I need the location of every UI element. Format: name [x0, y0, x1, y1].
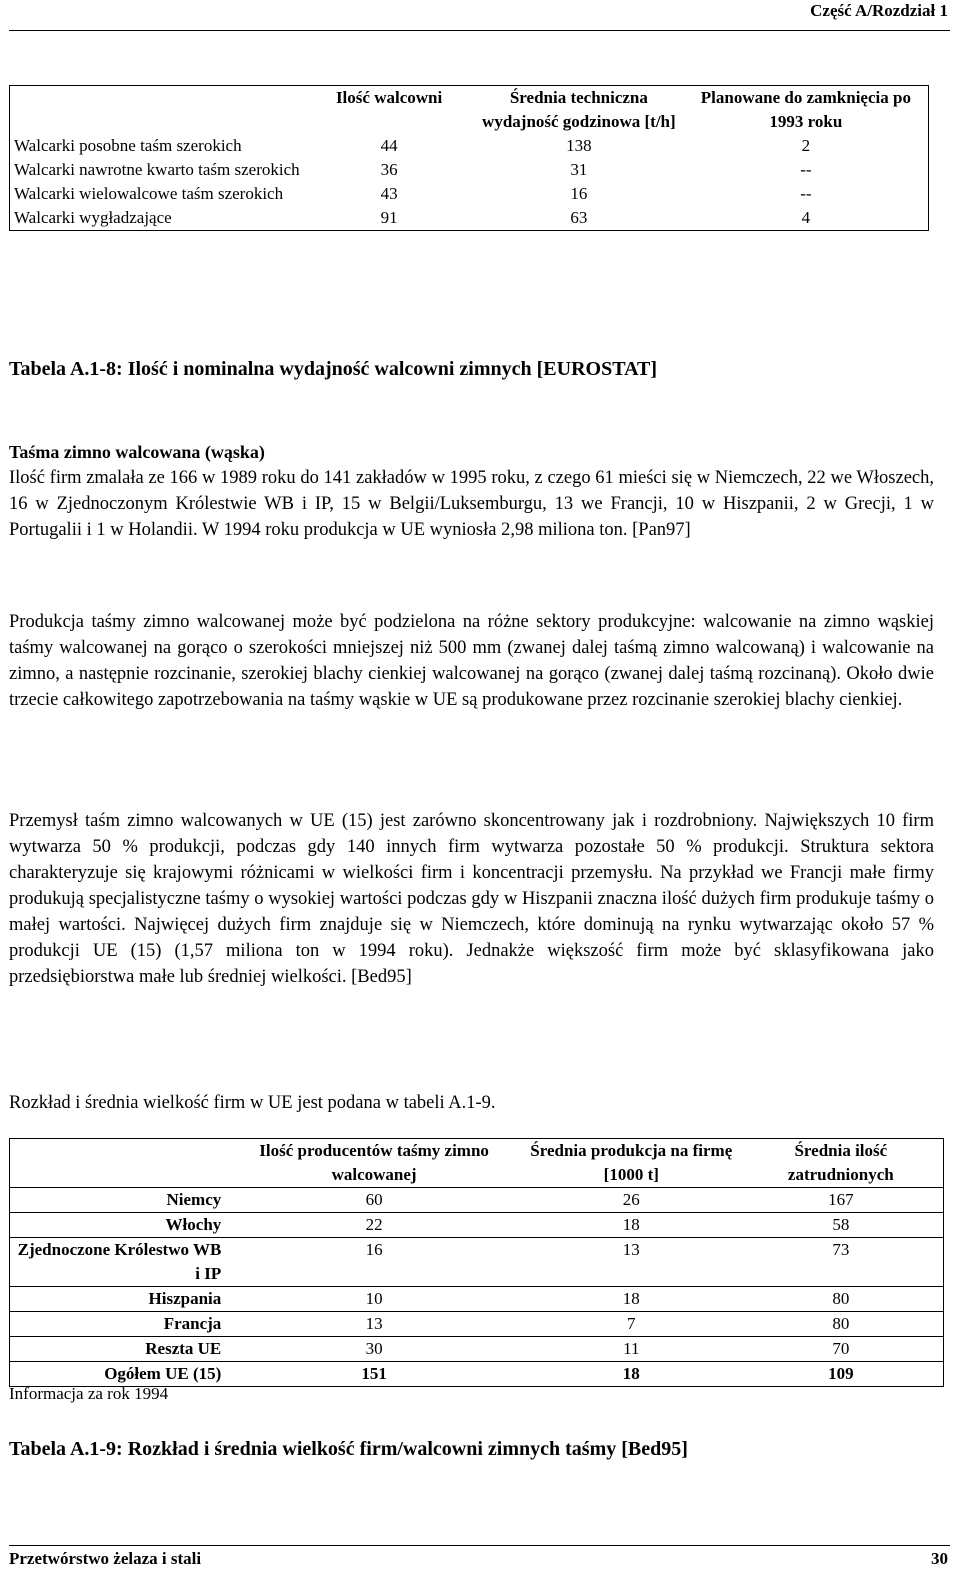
row-label: Niemcy [10, 1188, 225, 1213]
cell-employees: 80 [739, 1287, 944, 1312]
firm-distribution-table [9, 1138, 944, 1387]
cell-producers: 22 [224, 1213, 524, 1238]
cell-closures: -- [800, 184, 812, 203]
table-row [10, 1188, 944, 1213]
cell-employees: 167 [739, 1188, 944, 1213]
cell-count: 44 [380, 136, 398, 155]
cell-avg-production: 13 [524, 1238, 739, 1287]
column-header-empty [10, 1139, 225, 1188]
table-header-row [10, 1139, 944, 1188]
cell-producers: 16 [224, 1238, 524, 1287]
row-label: Hiszpania [10, 1287, 225, 1312]
row-label: Ogółem UE (15) [10, 1362, 225, 1387]
row-label: Walcarki wygładzające [14, 208, 172, 227]
header-divider [9, 30, 950, 31]
footer-title: Przetwórstwo żelaza i stali [9, 1549, 202, 1568]
cell-closures: 2 [801, 136, 811, 155]
cell-capacity: 63 [570, 208, 588, 227]
table-row [10, 1287, 944, 1312]
paragraph: Ilość firm zmalała ze 166 w 1989 roku do 141 zakładów w 1995 roku, z czego 61 mieści się w Niemczech, 22 we Włoszech, 16 w Zjednoczonym Królestwie WB i IP, 15 w Belgii/Luksemburgu, 13 we Francji, 10 w Hiszpanii, 2 w Grecji, 1 w Portugalii i 1 w Holandii. W 1994 roku produkcja w UE wyniosła 2,98 miliona ton. [Pan97] [9, 468, 934, 540]
cell-employees: 80 [739, 1312, 944, 1337]
row-label: Walcarki nawrotne kwarto taśm szerokich [14, 160, 300, 179]
cell-producers: 13 [224, 1312, 524, 1337]
cell-employees: 70 [739, 1337, 944, 1362]
cell-count: 36 [380, 160, 398, 179]
table-row [10, 182, 929, 206]
row-label: Francja [10, 1312, 225, 1337]
column-header-capacity: Średnia techniczna wydajność godzinowa [t/h] [482, 88, 676, 131]
cell-avg-production: 18 [524, 1287, 739, 1312]
column-header-closures: Planowane do zamknięcia po 1993 roku [700, 88, 911, 131]
cell-capacity: 31 [570, 160, 588, 179]
cell-producers: 60 [224, 1188, 524, 1213]
cell-avg-production: 7 [524, 1312, 739, 1337]
table-row [10, 134, 929, 158]
table-caption-1: Tabela A.1-8: Ilość i nominalna wydajność walcowni zimnych [EUROSTAT] [9, 358, 658, 380]
cell-capacity: 16 [570, 184, 588, 203]
cell-count: 91 [380, 208, 398, 227]
table-row [10, 206, 929, 231]
table-note: Informacja za rok 1994 [9, 1384, 169, 1403]
row-label: Reszta UE [10, 1337, 225, 1362]
row-label: Włochy [10, 1213, 225, 1238]
cell-closures: -- [800, 160, 812, 179]
table-row [10, 1312, 944, 1337]
column-header-producers: Ilość producentów taśmy zimno walcowanej [224, 1139, 524, 1188]
paragraph: Rozkład i średnia wielkość firm w UE jest podana w tabeli A.1-9. [9, 1093, 496, 1113]
cell-producers: 151 [224, 1362, 524, 1387]
cell-closures: 4 [801, 208, 811, 227]
table-row [10, 1238, 944, 1287]
cell-employees: 109 [739, 1362, 944, 1387]
row-label: Walcarki wielowalcowe taśm szerokich [14, 184, 284, 203]
rolling-mills-table [9, 85, 929, 231]
cell-avg-production: 18 [524, 1213, 739, 1238]
footer-divider [9, 1545, 950, 1546]
cell-avg-production: 18 [524, 1362, 739, 1387]
cell-avg-production: 26 [524, 1188, 739, 1213]
row-label: Zjednoczone Królestwo WB i IP [10, 1238, 225, 1287]
page-number: 30 [931, 1549, 948, 1568]
row-label: Walcarki posobne taśm szerokich [14, 136, 242, 155]
paragraph: Przemysł taśm zimno walcowanych w UE (15) jest zarówno skoncentrowany jak i rozdrobniony. Największych 10 firm wytwarza 50 % produkcji, podczas gdy 140 innych firm wytwarza pozostałe 50 % produkcji. Struktura sektora charakteryzuje się krajowymi różnicami w wielkości firm i koncentracji przemysłu. Na przykład we Francji małe firmy produkują specjalistyczne taśmy o wysokiej wartości podczas gdy w Hiszpanii znaczna ilość dużych firm produkuje taśmy o małej wartości. Najwięcej dużych firm znajduje się w Niemczech, które dominują na rynku wytwarzając około 57 % produkcji UE (15) (1,57 miliona ton w 1994 roku). Jednakże większość firm może być sklasyfikowana jako przedsiębiorstwa małe lub średniej wielkości. [Bed95] [9, 811, 934, 987]
column-header-count: Ilość walcowni [335, 88, 443, 107]
paragraph: Produkcja taśmy zimno walcowanej może być podzielona na różne sektory produkcyjne: walcowanie na zimno wąskiej taśmy walcowanej na gorąco o szerokości mniejszej niż 500 mm (zwanej dalej taśmą zimno walcowaną) i walcowanie na zimno, a następnie rozcinanie, szerokiej blachy cienkiej walcowanej na gorąco (zwanej dalej taśmą rozcinaną). Około dwie trzecie całkowitego zapotrzebowania na taśmy wąskie w UE są produkowane przez rozcinanie szerokiej blachy cienkiej. [9, 612, 934, 710]
column-header-employees: Średnia ilość zatrudnionych [739, 1139, 944, 1188]
table-row [10, 158, 929, 182]
table-caption-2: Tabela A.1-9: Rozkład i średnia wielkość firm/walcowni zimnych taśmy [Bed95] [9, 1438, 688, 1460]
section-subheading: Taśma zimno walcowana (wąska) [9, 442, 265, 462]
cell-producers: 30 [224, 1337, 524, 1362]
cell-avg-production: 11 [524, 1337, 739, 1362]
cell-producers: 10 [224, 1287, 524, 1312]
cell-count: 43 [380, 184, 398, 203]
section-header: Część A/Rozdział 1 [810, 1, 948, 20]
cell-employees: 73 [739, 1238, 944, 1287]
table-header-row [10, 86, 929, 135]
table-row [10, 1337, 944, 1362]
cell-capacity: 138 [566, 136, 592, 155]
cell-employees: 58 [739, 1213, 944, 1238]
column-header-avg-production: Średnia produkcja na firmę [1000 t] [524, 1139, 739, 1188]
column-header-empty [10, 86, 305, 135]
table-row [10, 1213, 944, 1238]
